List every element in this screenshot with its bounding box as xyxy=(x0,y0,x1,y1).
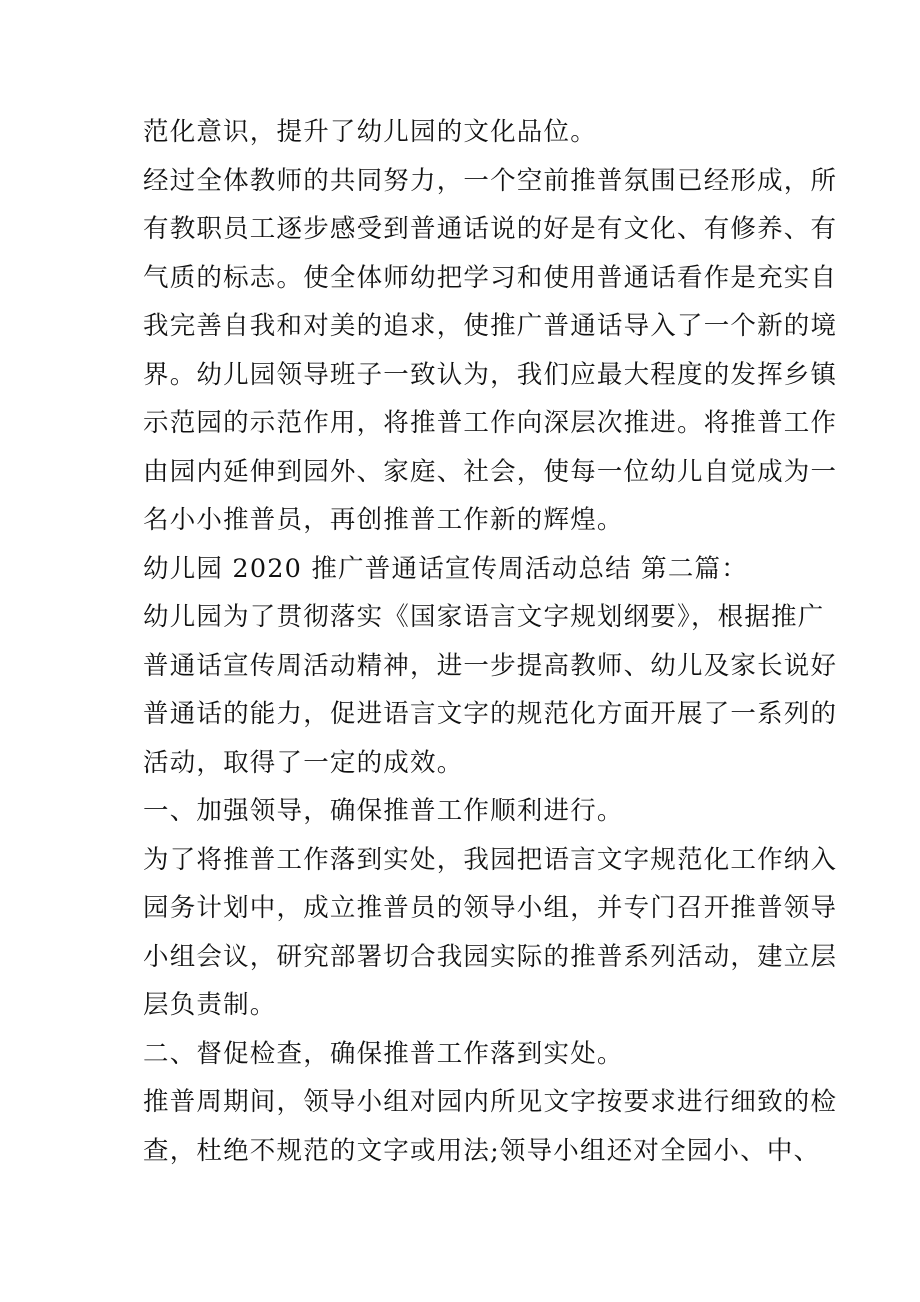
text-line: 界。幼儿园领导班子一致认为，我们应最大程度的发挥乡镇 xyxy=(143,359,838,390)
text-line: 活动，取得了一定的成效。 xyxy=(143,747,464,778)
text-line: 名小小推普员，再创推普工作新的辉煌。 xyxy=(143,505,624,535)
text-line: 我完善自我和对美的追求，使推广普通话导入了一个新的境 xyxy=(143,311,838,341)
text-line: 普通话的能力，促进语言文字的规范化方面开展了一系列的 xyxy=(143,699,838,729)
text-line: 示范园的示范作用，将推普工作向深层次推进。将推普工作 xyxy=(143,408,838,438)
text-line: 推普周期间，领导小组对园内所见文字按要求进行细致的检 xyxy=(143,1087,838,1117)
text-line: 查，杜绝不规范的文字或用法;领导小组还对全园小、中、 xyxy=(143,1135,821,1166)
subsection-heading: 一、加强领导，确保推普工作顺利进行。 xyxy=(143,796,624,826)
section-heading: 幼儿园 2020 推广普通话宣传周活动总结 第二篇： xyxy=(143,553,748,584)
text-line: 气质的标志。使全体师幼把学习和使用普通话看作是充实自 xyxy=(143,262,838,293)
text-line: 层负责制。 xyxy=(143,990,277,1020)
text-line: 经过全体教师的共同努力，一个空前推普氛围已经形成，所 xyxy=(143,165,838,196)
text-line: 园务计划中，成立推普员的领导小组，并专门召开推普领导 xyxy=(143,893,838,923)
text-line: 由园内延伸到园外、家庭、社会，使每一位幼儿自觉成为一 xyxy=(143,456,838,487)
text-line: 幼儿园为了贯彻落实《国家语言文字规划纲要》，根据推广 xyxy=(143,602,825,632)
document-body xyxy=(143,108,838,1175)
text-line: 有教职员工逐步感受到普通话说的好是有文化、有修养、有 xyxy=(143,214,838,244)
text-line: 为了将推普工作落到实处，我园把语言文字规范化工作纳入 xyxy=(143,844,838,875)
text-line: 范化意识，提升了幼儿园的文化品位。 xyxy=(143,117,597,147)
text-line: 小组会议，研究部署切合我园实际的推普系列活动，建立层 xyxy=(143,941,838,972)
subsection-heading: 二、督促检查，确保推普工作落到实处。 xyxy=(143,1038,624,1069)
text-line: 普通话宣传周活动精神，进一步提高教师、幼儿及家长说好 xyxy=(143,650,838,681)
